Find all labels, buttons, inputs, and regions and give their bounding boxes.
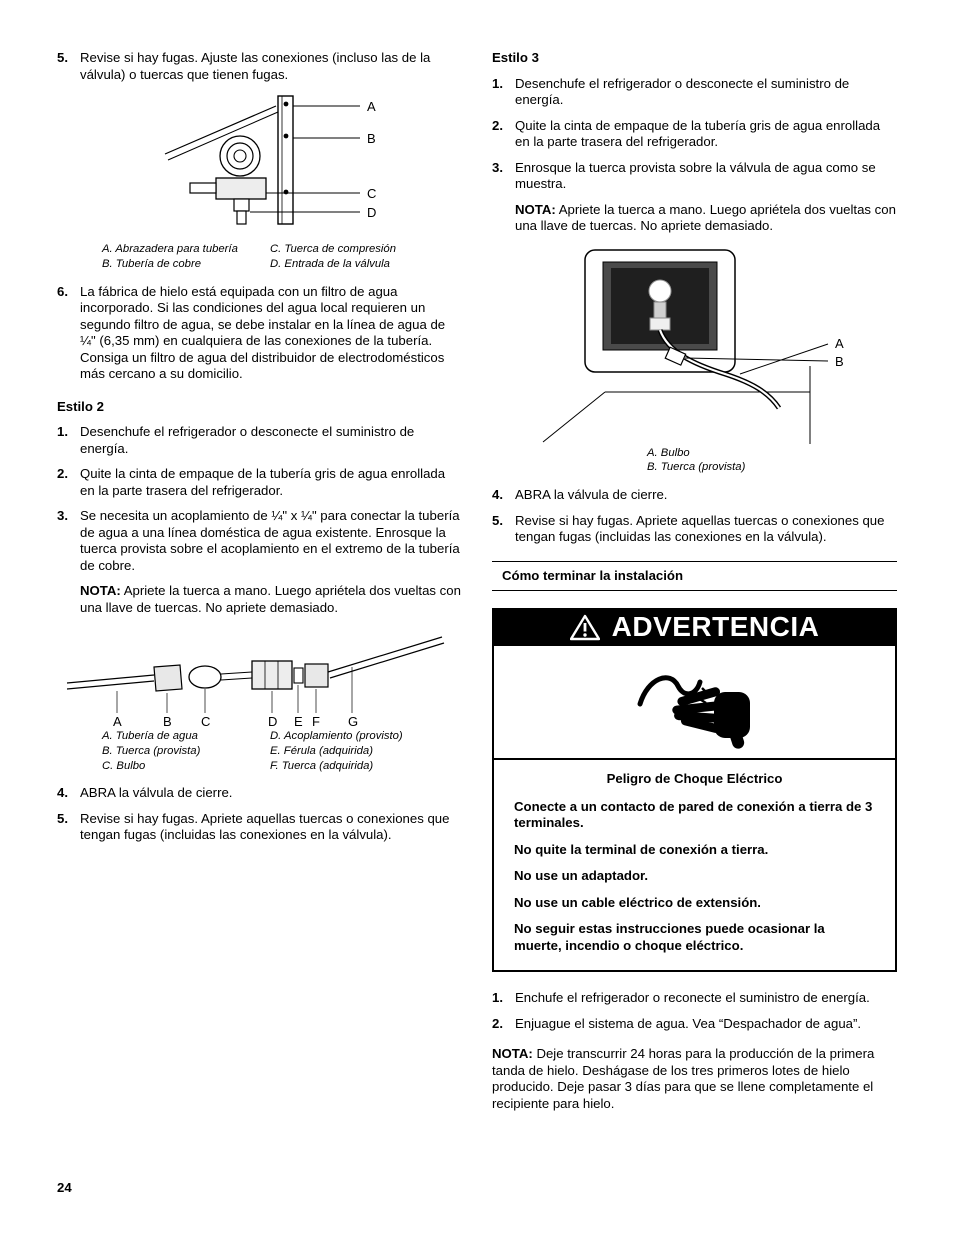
warning-line: No quite la terminal de conexión a tierra.	[514, 841, 769, 857]
caption: A. Abrazadera para tubería	[102, 243, 238, 255]
warning-line: Conecte a un contacto de pared de conexión a tierra de 3 terminales.	[514, 798, 873, 831]
note-text: Apriete la tuerca a mano. Luego apriétela dos vueltas con una llave de tuercas. No apriete demasiado.	[515, 201, 896, 233]
diagram-label-b: B	[163, 714, 172, 730]
step-number: 1.	[57, 424, 68, 440]
step-number: 2.	[492, 1015, 503, 1031]
step-number: 5.	[57, 810, 68, 826]
step-number: 6.	[57, 283, 68, 299]
note-paragraph	[80, 583, 462, 616]
warning-line: No use un cable eléctrico de extensión.	[514, 894, 761, 910]
note-text: Deje transcurrir 24 horas para la producción de la primera tanda de hielo. Deshágase de los tres primeros lotes de hielo producido. Deje pasar 3 días para que se llene completamente el recipiente para hielo.	[492, 1046, 875, 1111]
valve-bracket-figure	[57, 92, 462, 272]
diagram-label-c: C	[366, 186, 376, 201]
warning-box	[492, 646, 897, 972]
figure-captions	[647, 446, 897, 476]
caption: E. Férula (adquirida)	[270, 744, 373, 757]
list-item	[57, 785, 462, 802]
step-text: Desenchufe el refrigerador o desconecte el suministro de energía.	[80, 424, 415, 456]
step-text: Revise si hay fugas. Apriete aquellas tuercas o conexiones que tengan fugas (incluidas las conexiones en la válvula).	[80, 810, 450, 843]
warning-text-area	[494, 760, 895, 970]
list-item	[57, 284, 462, 383]
note-label: NOTA:	[515, 201, 556, 217]
list-item	[492, 160, 897, 193]
heading-estilo-3: Estilo 3	[492, 50, 539, 65]
figure-captions	[102, 729, 462, 773]
step-text: Enrosque la tuerca provista sobre la válvula de agua como se muestra.	[515, 159, 876, 191]
step-text: Se necesita un acoplamiento de ¼" x ¼" para conectar la tubería de agua a una línea doméstica de agua existente. Enrosque la tuerca provista sobre el acoplamiento en el extremo de la tubería de cobre.	[80, 508, 460, 573]
list-item	[57, 424, 462, 457]
valve-bracket-diagram-icon	[110, 92, 410, 242]
warning-title: Peligro de Choque Eléctrico	[606, 771, 783, 787]
caption: C. Bulbo	[102, 759, 146, 772]
step-text: Revise si hay fugas. Apriete aquellas tuercas o conexiones que tengan fugas (incluidas las conexiones en la válvula).	[515, 512, 885, 545]
step-text: La fábrica de hielo está equipada con un filtro de agua incorporado. Si las condiciones del agua local requieren un segundo filtro de agua, se debe instalar en la línea de agua de ¼" (6,35 mm) en cualquiera de las conexiones de la tubería. Consiga un filtro de agua del distribuidor de electrodomésticos más cercano a su domicilio.	[80, 283, 446, 382]
warning-line: No use un adaptador.	[514, 868, 649, 884]
heading-estilo-2: Estilo 2	[57, 398, 104, 414]
note-paragraph	[492, 1046, 897, 1112]
diagram-label-e: E	[294, 714, 303, 730]
warning-banner	[492, 608, 897, 646]
diagram-label-d: D	[268, 714, 278, 730]
step-number: 2.	[492, 117, 503, 133]
step-text: Revise si hay fugas. Ajuste las conexiones (incluso las de la válvula) o tuercas que tienen fugas.	[80, 50, 431, 82]
caption: C. Tuerca de compresión	[270, 243, 396, 255]
warning-icon-area	[494, 646, 895, 760]
caption: B. Tuerca (provista)	[102, 744, 201, 757]
diagram-label-c: C	[201, 714, 211, 730]
section-header-finish-installation: Cómo terminar la instalación	[492, 561, 897, 592]
step-text: Enjuague el sistema de agua. Vea “Despachador de agua”.	[515, 1015, 862, 1031]
diagram-label-b: B	[834, 353, 844, 369]
coupling-diagram-icon	[62, 627, 457, 729]
step-number: 1.	[492, 990, 503, 1006]
diagram-label-b: B	[366, 131, 376, 146]
caption: A. Bulbo	[647, 446, 690, 459]
caption: F. Tuerca (adquirida)	[270, 759, 374, 772]
caption: D. Acoplamiento (provisto)	[270, 730, 403, 743]
warning-line: No seguir estas instrucciones puede ocasionar la muerte, incendio o choque eléctrico.	[514, 921, 825, 953]
diagram-label-a: A	[113, 714, 122, 730]
note-paragraph	[515, 202, 897, 235]
warning-block	[492, 608, 897, 972]
final-steps	[492, 990, 897, 1112]
list-item	[57, 508, 462, 574]
page-number: 24	[57, 1180, 72, 1195]
electric-shock-hand-icon	[630, 658, 760, 750]
step-number: 5.	[57, 50, 68, 65]
caption: A. Tubería de agua	[102, 730, 198, 743]
warning-triangle-icon	[570, 614, 600, 641]
list-item	[492, 1016, 897, 1033]
step-number: 1.	[492, 75, 503, 91]
list-item	[57, 811, 462, 844]
left-column	[57, 50, 462, 1112]
caption: D. Entrada de la válvula	[270, 257, 390, 270]
diagram-label-f: F	[312, 714, 320, 730]
diagram-label-d: D	[366, 205, 376, 220]
list-item	[492, 76, 897, 109]
diagram-label-a: A	[834, 335, 844, 351]
step-text: Quite la cinta de empaque de la tubería gris de agua enrollada en la parte trasera del refrigerador.	[515, 117, 881, 149]
diagram-label-g: G	[348, 714, 359, 730]
caption: B. Tubería de cobre	[102, 257, 202, 270]
figure-captions	[102, 242, 462, 272]
wallbox-diagram-icon	[525, 246, 865, 446]
note-label: NOTA:	[80, 583, 121, 599]
step-number: 2.	[57, 466, 68, 482]
list-item	[57, 466, 462, 499]
step-number: 3.	[57, 508, 68, 524]
step-text: Quite la cinta de empaque de la tubería gris de agua enrollada en la parte trasera del refrigerador.	[80, 466, 446, 498]
step-text: ABRA la válvula de cierre.	[515, 487, 668, 503]
note-label: NOTA:	[492, 1046, 533, 1062]
list-item	[492, 487, 897, 504]
step-number: 4.	[57, 785, 68, 801]
caption: B. Tuerca (provista)	[647, 461, 746, 474]
list-item	[492, 118, 897, 151]
right-column	[492, 50, 897, 1112]
list-item	[492, 513, 897, 546]
step-text: Enchufe el refrigerador o reconecte el suministro de energía.	[515, 990, 870, 1006]
warning-banner-label: ADVERTENCIA	[611, 610, 820, 642]
step-number: 4.	[492, 487, 503, 503]
step-number: 5.	[492, 512, 503, 528]
list-item	[57, 50, 462, 83]
diagram-label-a: A	[366, 99, 376, 114]
list-item	[492, 990, 897, 1007]
note-text: Apriete la tuerca a mano. Luego apriétela dos vueltas con una llave de tuercas. No apriete demasiado.	[80, 583, 461, 615]
step-text: Desenchufe el refrigerador o desconecte el suministro de energía.	[515, 75, 850, 107]
step-number: 3.	[492, 159, 503, 175]
step-text: ABRA la válvula de cierre.	[80, 785, 233, 801]
wallbox-figure	[492, 246, 897, 476]
coupling-figure	[57, 627, 462, 773]
